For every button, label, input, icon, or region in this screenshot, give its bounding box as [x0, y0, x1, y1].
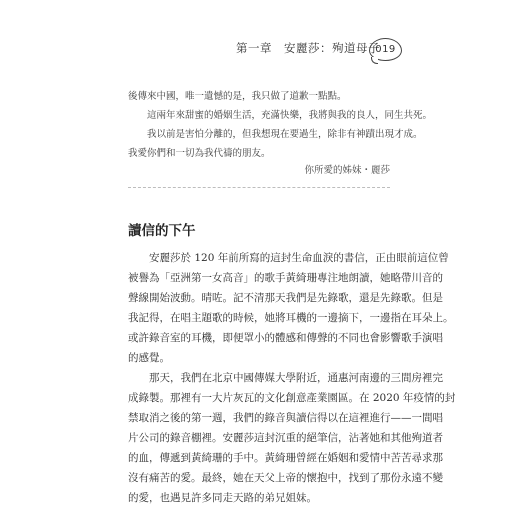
- letter-line: 後傳來中國，唯一遺憾的是，我只做了道歉一點點。: [128, 91, 347, 102]
- body-line: 的血，傳遞到黃綺珊的手中。黃綺珊曾經在婚姻和愛情中苦苦尋求那: [128, 452, 443, 464]
- letter-line: 這兩年來甜蜜的婚姻生活，充滿快樂，我將與我的良人，同生共死。: [147, 110, 433, 121]
- body-line: 安麗莎於 120 年前所寫的這封生命血淚的書信，正由眼前這位曾: [149, 252, 449, 264]
- body-line: 被譽為「亞洲第一女高音」的歌手黃綺珊專注地朗讀，她略帶川音的: [128, 272, 443, 284]
- body-line: 或許錄音室的耳機，即便罩小的體感和傳聲的不同也會影響歌手演唱: [128, 332, 443, 344]
- body-line: 那天，我們在北京中國傳媒大學附近，通惠河南邊的三間房裡完: [149, 372, 443, 384]
- body-line: 片公司的錄音棚裡。安麗莎這封沉重的絕筆信，沾著她和其他殉道者: [128, 432, 443, 444]
- body-line: 禁取消之後的第一週，我們的錄音與讀信得以在這裡進行——一間唱: [128, 412, 443, 424]
- body-line: 的感覺。: [128, 352, 170, 364]
- body-line: 的愛，也遇見許多同走天路的弟兄姐妹。: [128, 492, 317, 504]
- body-line: 聲線開始波動。晴咗。記不清那天我們是先錄歌，還是先錄歌。但是: [128, 292, 443, 304]
- body-line: 沒有痛苦的愛。最終，她在天父上帝的懷抱中，找到了那份永遠不變: [128, 472, 443, 484]
- letter-signature: 你所愛的姊妹・麗莎: [304, 165, 390, 176]
- chapter-title: 第一章 安麗莎：殉道母子: [236, 41, 380, 55]
- section-heading: 讀信的下午: [128, 223, 196, 239]
- letter-line: 我愛你們和一切為我代禱的朋友。: [128, 148, 271, 159]
- letter-excerpt: [128, 87, 433, 163]
- running-header: [0, 38, 520, 62]
- section-divider: [128, 187, 390, 188]
- body-text: [128, 248, 456, 508]
- body-line: 成錄製。那裡有一大片灰瓦的文化創意產業園區。在 2020 年疫情的封: [128, 392, 456, 404]
- body-line: 我記得，在唱主題歌的時候，她將耳機的一邊摘下，一邊指在耳朵上。: [128, 312, 454, 324]
- page-number-badge: 019: [369, 38, 402, 61]
- letter-line: 我以前是害怕分離的，但我想現在要過生，除非有神蹟出現才成。: [147, 129, 423, 140]
